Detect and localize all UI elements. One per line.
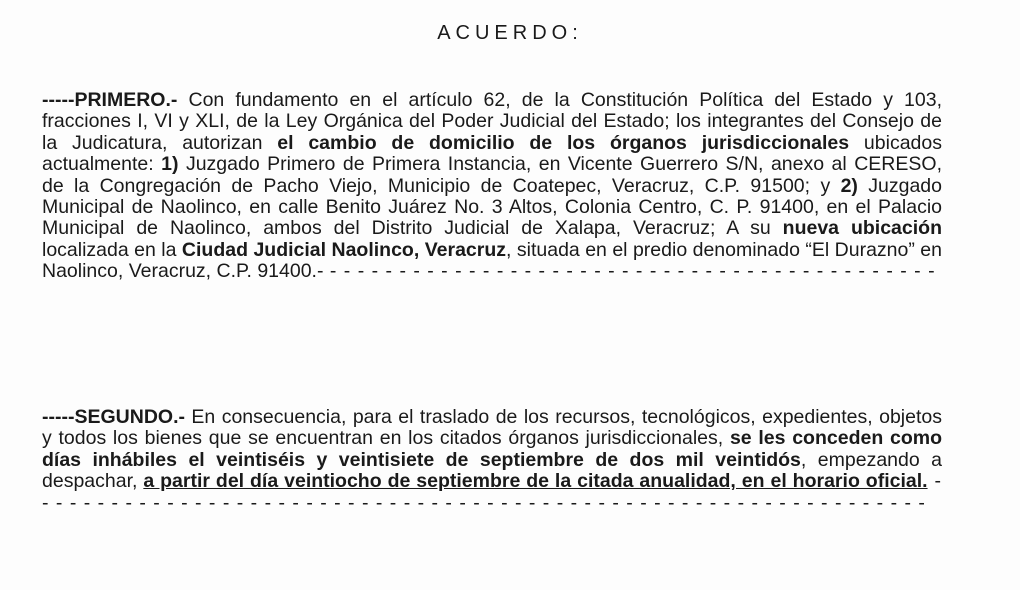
primero-bold-3: 2) <box>840 174 858 197</box>
segundo-text-2: , empezando a despachar, <box>42 448 943 493</box>
segundo-text-1: En consecuencia, para el traslado de los recursos, tecnológicos, expedientes, objetos y todos los bienes que se encuentran en los citados órganos jurisdiccionales, <box>42 406 942 450</box>
segundo-heading: -----SEGUNDO.- <box>42 406 185 428</box>
primero-bold-2: 1) <box>161 153 179 176</box>
primero-text-4: Juzgado Municipal de Naolinco, en calle Benito Juárez No. 3 Altos, Colonia Centro, C. P. 91400, en el Palacio Municipal de Naolinco, ambos del Distrito Judicial de Xalapa, Veracruz; A su <box>42 174 942 240</box>
paragraph-segundo <box>42 407 942 514</box>
primero-text-5: localizada en la <box>42 238 182 261</box>
primero-bold-1: el cambio de domicilio de los órganos jurisdiccionales <box>277 131 850 154</box>
primero-text-1: Con fundamento en el artículo 62, de la Constitución Política del Estado y 103, fracciones I, VI y XLI, de la Ley Orgánica del Poder Judicial del Estado; los integrantes del Consejo de la Judicatura, autorizan <box>42 89 942 154</box>
primero-bold-5: Ciudad Judicial Naolinco, Veracruz <box>181 238 507 261</box>
primero-dash-fill: - - - - - - - - - - - - - - - - - - - - - - - - - - - - - - - - - - - - - - - - - - - - <box>323 260 936 283</box>
document-title: ACUERDO: <box>437 22 583 44</box>
segundo-bold-1: se les conceden como días inhábiles el veintiséis y veintisiete de septiembre de dos mil veintidós <box>42 427 942 471</box>
primero-heading: -----PRIMERO.- <box>42 89 178 111</box>
primero-text-6: , situada en el predio denominado “El Durazno” en Naolinco, Veracruz, C.P. 91400.- <box>42 238 942 283</box>
segundo-dash-fill: - - - - - - - - - - - - - - - - - - - - - - - - - - - - - - - - - - - - - - - - - - - - - - - - - - - - - - - - - - - - - - - - - <box>42 470 942 514</box>
primero-text-2: ubicados actualmente: <box>42 131 942 176</box>
paragraph-primero <box>42 90 942 283</box>
segundo-underlined: a partir del día veintiocho de septiembre de la citada anualidad, en el horario oficial. <box>143 470 928 493</box>
primero-text-3: Juzgado Primero de Primera Instancia, en Vicente Guerrero S/N, anexo al CERESO, de la Congregación de Pacho Viejo, Municipio de Coatepec, Veracruz, C.P. 91500; y <box>42 153 942 197</box>
primero-bold-4: nueva ubicación <box>782 217 942 240</box>
